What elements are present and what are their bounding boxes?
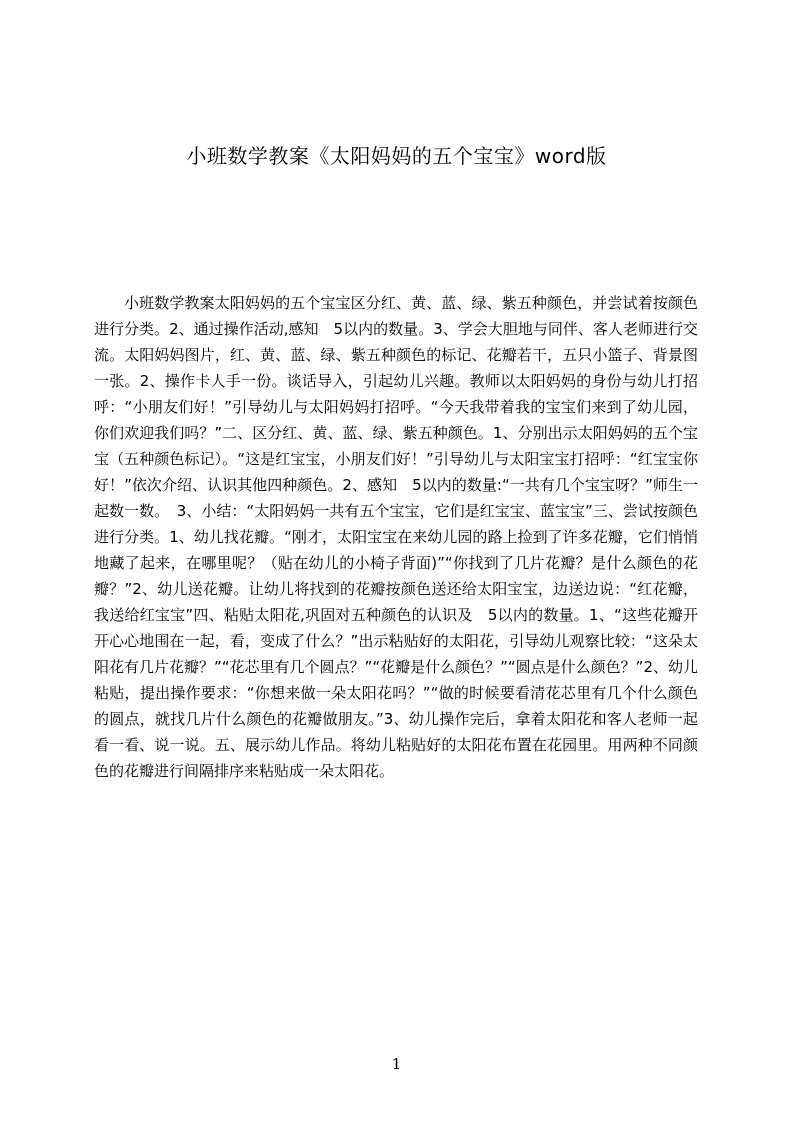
page-number: 1 (391, 1055, 402, 1073)
document-body-paragraph: 小班数学教案太阳妈妈的五个宝宝区分红、黄、蓝、绿、紫五种颜色，并尝试着按颜色进行分类。2、通过操作活动,感知 5以内的数量。3、学会大胆地与同伴、客人老师进行交流。太阳妈妈图片，红、黄、蓝、绿、紫五种颜色的标记、花瓣若干，五只小篮子、背景图一张。2、操作卡人手一份。谈话导入，引起幼儿兴趣。教师以太阳妈妈的身份与幼儿打招呼：“小朋友们好！”引导幼儿与太阳妈妈打招呼。“今天我带着我的宝宝们来到了幼儿园，你们欢迎我们吗？”二、区分红、黄、蓝、绿、紫五种颜色。1、分别出示太阳妈妈的五个宝宝（五种颜色标记）。“这是红宝宝，小朋友们好！”引导幼儿与太阳宝宝打招呼：“红宝宝你好！”依次介绍、认识其他四种颜色。2、感知 5以内的数量:“一共有几个宝宝呀？”师生一起数一数。 3、小结：“太阳妈妈一共有五个宝宝，它们是红宝宝、蓝宝宝”三、尝试按颜色进行分类。1、幼儿找花瓣。“刚才，太阳宝宝在来幼儿园的路上捡到了许多花瓣，它们悄悄地藏了起来，在哪里呢？（贴在幼儿的小椅子背面)”“你找到了几片花瓣？是什么颜色的花瓣？”2、幼儿送花瓣。让幼儿将找到的花瓣按颜色送还给太阳宝宝，边送边说：“红花瓣，我送给红宝宝”四、粘贴太阳花,巩固对五种颜色的认识及 5以内的数量。1、“这些花瓣开开心心地围在一起，看，变成了什么？”出示粘贴好的太阳花，引导幼儿观察比较：“这朵太阳花有几片花瓣？”“花芯里有几个圆点？”“花瓣是什么颜色？”“圆点是什么颜色？”2、幼儿粘贴，提出操作要求：“你想来做一朵太阳花吗？”“做的时候要看清花芯里有几个什么颜色的圆点，就找几片什么颜色的花瓣做朋友。”3、幼儿操作完后，拿着太阳花和客人老师一起看一看、说一说。五、展示幼儿作品。将幼儿粘贴好的太阳花布置在花园里。用两种不同颜色的花瓣进行间隔排序来粘贴成一朵太阳花。 (94, 294, 698, 780)
document-title: 小班数学教案《太阳妈妈的五个宝宝》word版 (186, 144, 607, 168)
